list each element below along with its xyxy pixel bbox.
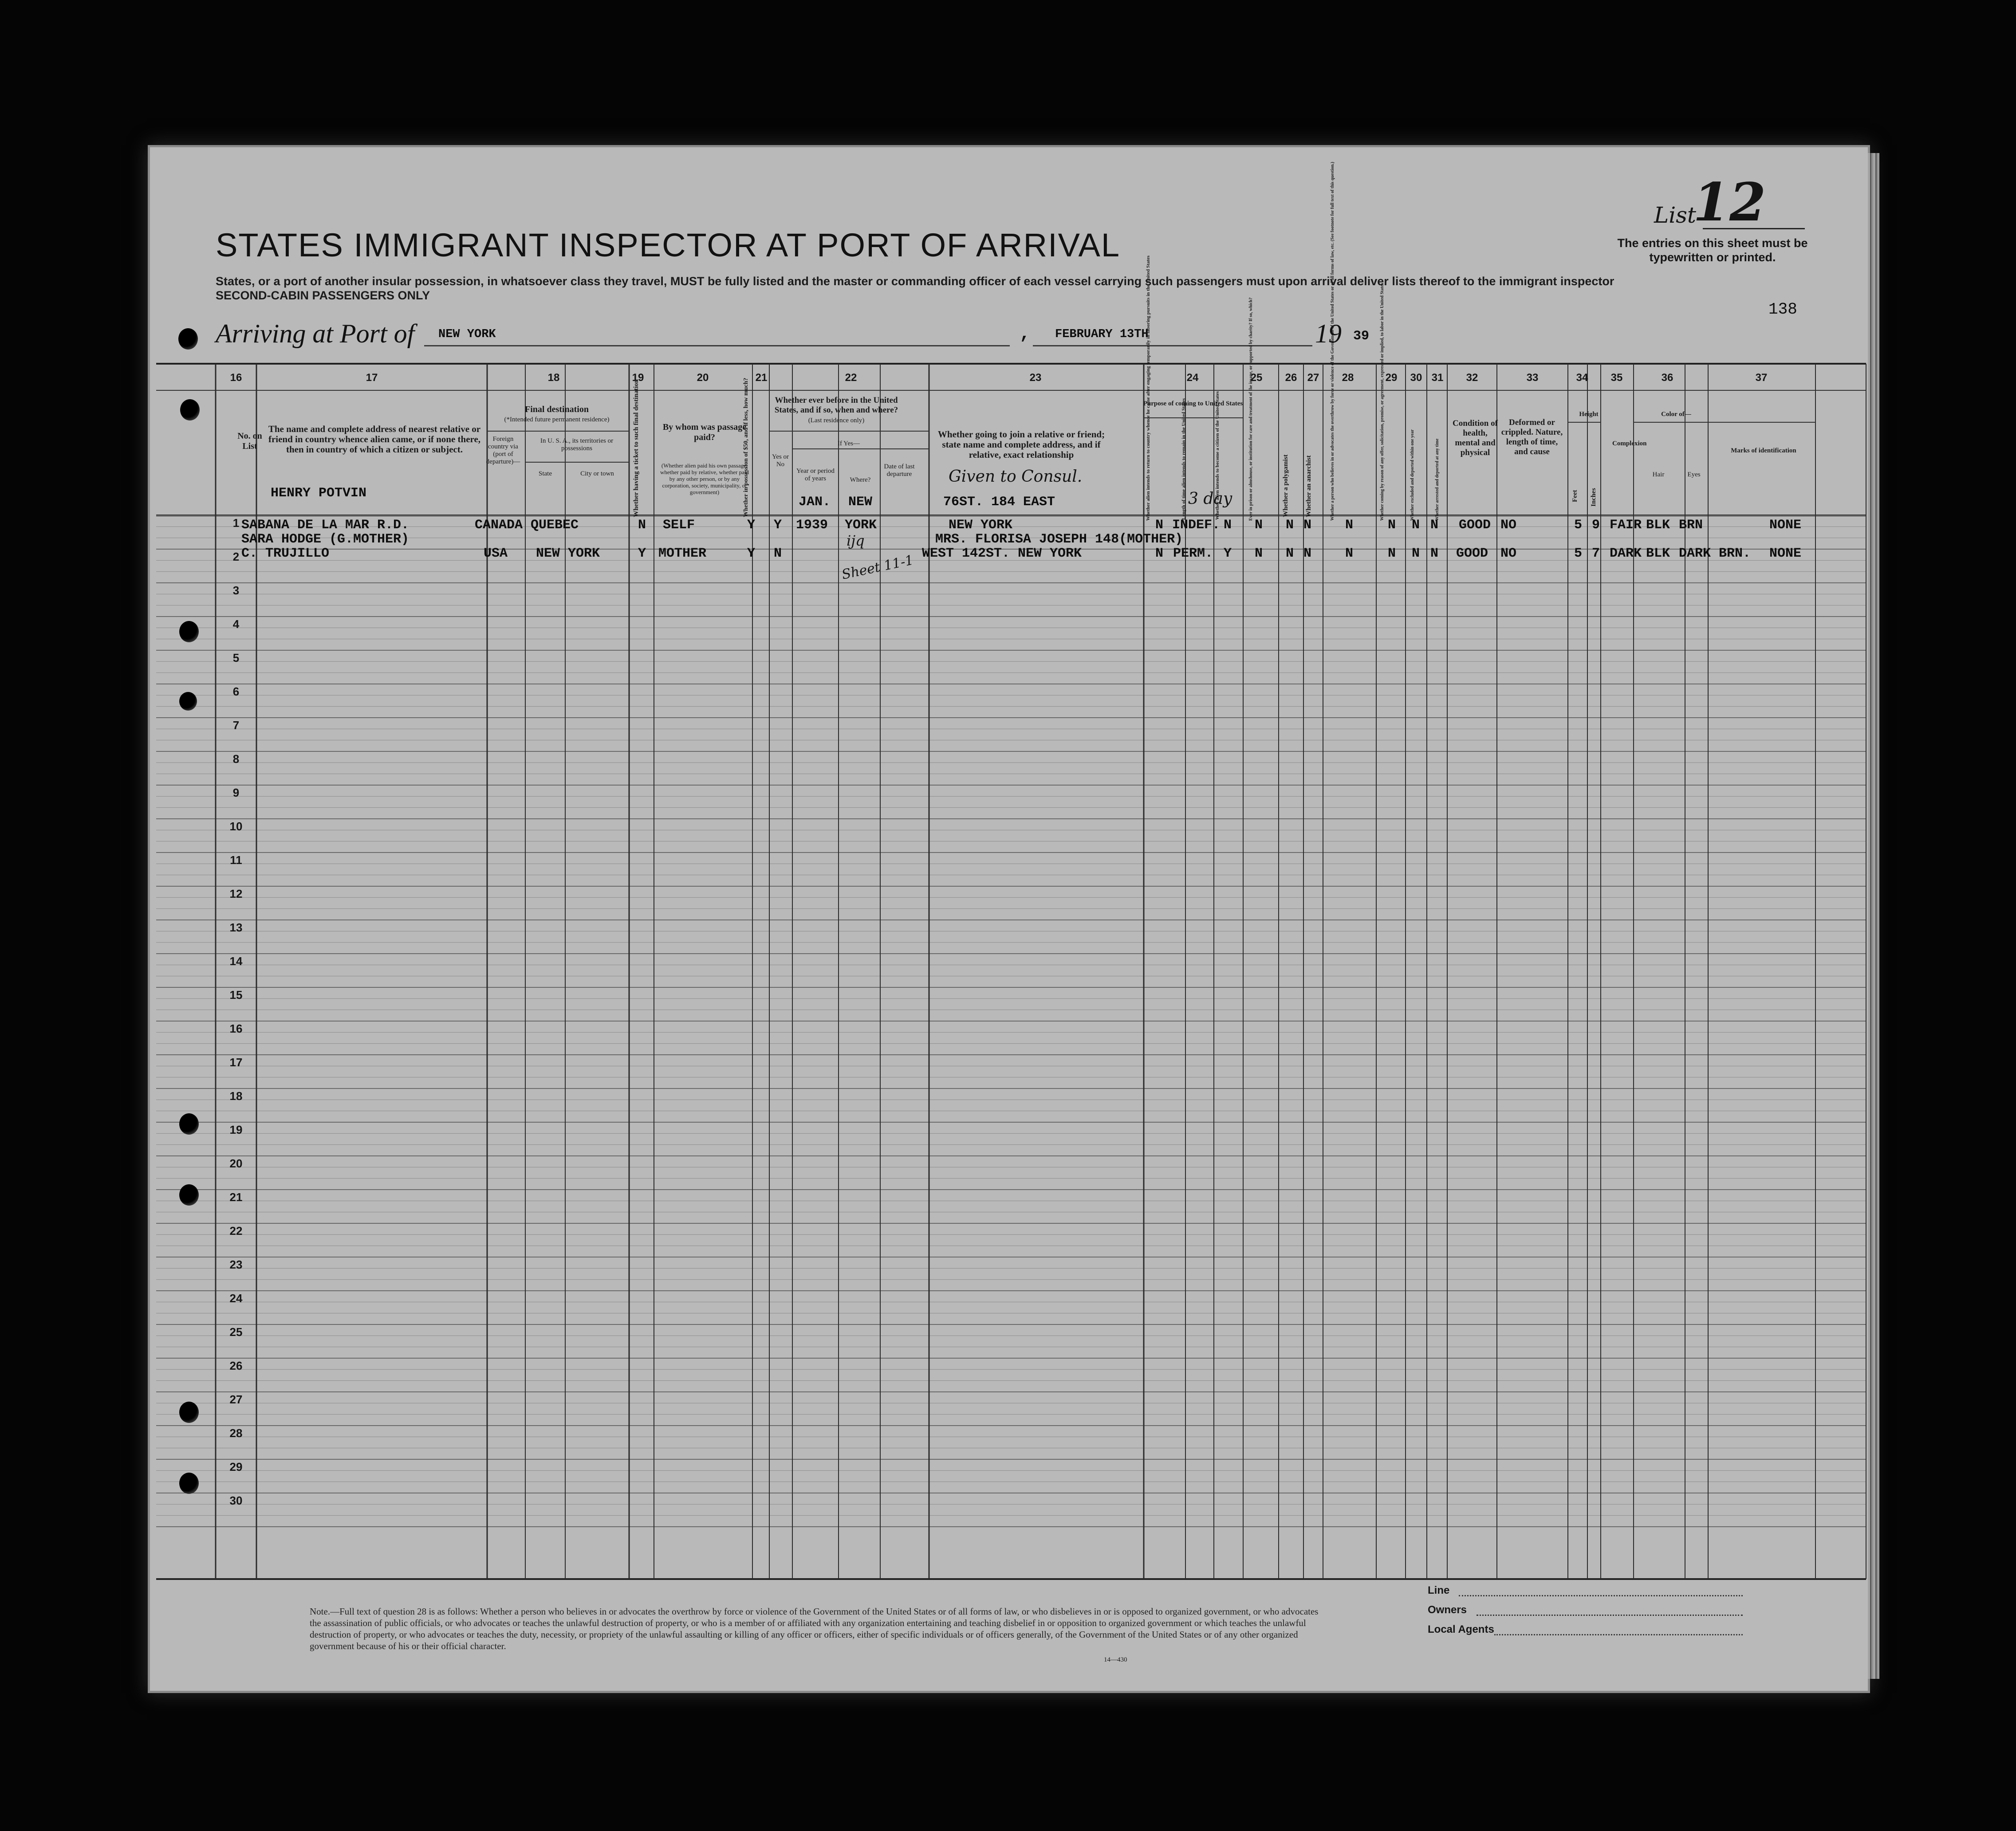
- column-number: 32: [1466, 372, 1478, 384]
- header-inches: Inches: [1590, 488, 1597, 507]
- header-ever-before: Whether ever before in the United States, and if so, when and where?: [774, 396, 898, 415]
- year-suffix: 39: [1353, 329, 1370, 344]
- line-number: 16: [229, 1022, 243, 1035]
- line-number: 2: [232, 550, 240, 563]
- entry1-condition: GOOD: [1459, 518, 1491, 533]
- entry2-foreign-country: USA: [484, 546, 508, 561]
- line-number: 8: [232, 752, 240, 766]
- entry2-eyes: DARK BRN.: [1679, 546, 1751, 561]
- entry1-possession-50: Y: [747, 518, 756, 533]
- line-number: 25: [229, 1325, 243, 1339]
- entry1-relative-name: HENRY POTVIN: [271, 486, 367, 501]
- line-number: 11: [230, 853, 242, 867]
- column-number: 23: [1029, 372, 1042, 384]
- header-passage: By whom was passage paid?: [662, 422, 747, 442]
- entry2-city: YORK: [568, 546, 600, 561]
- header-purpose-a: Whether alien intends to return to country whence he came after engaging temporarily in laboring pursuits in the United States: [1146, 255, 1151, 521]
- column-number: 37: [1755, 372, 1768, 384]
- column-number: 27: [1307, 372, 1319, 384]
- entry2-c29: N: [1388, 546, 1396, 561]
- binder-hole: [178, 328, 198, 350]
- column-number: 26: [1285, 372, 1297, 384]
- line-number: 9: [232, 786, 240, 799]
- binder-hole: [179, 692, 197, 711]
- line-number: 19: [229, 1123, 243, 1136]
- header-purpose: Purpose of coming to United States: [1143, 400, 1243, 407]
- instructions-line1: States, or a port of another insular possession, in whatsoever class they travel, MUST be fully listed and the master or commanding officer of each vessel carrying such passengers must upon arrival deliver lists thereof to the immigrant inspector: [216, 275, 1614, 288]
- header-yes-no: Yes or No: [772, 453, 789, 468]
- entry2-purpose-b: PERM.: [1173, 546, 1213, 561]
- line-number: 26: [229, 1359, 243, 1372]
- entry1-c30: N: [1412, 518, 1420, 533]
- line-number: 5: [232, 651, 240, 664]
- column-number: 30: [1410, 372, 1422, 384]
- column-number: 29: [1385, 372, 1398, 384]
- header-final-destination-note: (*Intended future permanent residence): [504, 416, 610, 423]
- entry2-hand-note-1: ijq: [847, 532, 865, 549]
- header-polygamist: Whether a polygamist: [1282, 454, 1289, 517]
- header-in-usa: In U. S. A., its territories or possessions: [540, 437, 614, 452]
- line-number: 17: [229, 1056, 243, 1069]
- header-final-destination: Final destination: [525, 405, 589, 414]
- entry2-relative-name: SARA HODGE (G.MOTHER): [241, 532, 410, 547]
- header-col31: Whether arrested and deported at any time: [1435, 438, 1440, 521]
- header-ever-before-note: (Last residence only): [808, 417, 865, 424]
- header-where: Where?: [850, 476, 871, 483]
- entry1-c29: N: [1388, 518, 1396, 533]
- line-number: 7: [232, 719, 240, 732]
- header-marks: Marks of identification: [1731, 447, 1796, 454]
- entry2-hair: BLK: [1646, 546, 1670, 561]
- entry1-feet: 5: [1574, 518, 1583, 533]
- entry1-relative-address: SABANA DE LA MAR R.D.: [241, 518, 410, 533]
- entry1-state: QUEBEC: [531, 518, 579, 533]
- header-deformed: Deformed or crippled. Nature, length of time, and cause: [1501, 418, 1563, 456]
- entry2-passage: MOTHER: [658, 546, 707, 561]
- line-number: 21: [229, 1191, 243, 1204]
- line-number: 4: [232, 617, 240, 631]
- instructions-line2: SECOND-CABIN PASSENGERS ONLY: [216, 289, 430, 302]
- header-eyes: Eyes: [1687, 471, 1701, 478]
- line-number: 20: [229, 1157, 243, 1170]
- entry1-purpose-a: N: [1155, 518, 1164, 533]
- line-number: 15: [229, 988, 243, 1002]
- entry2-deformed: NO: [1500, 546, 1517, 561]
- entry2-possession-50: Y: [747, 546, 756, 561]
- header-complexion: Complexion: [1612, 440, 1647, 447]
- footer-line-label: Line: [1428, 1584, 1450, 1596]
- entry1-year: 1939: [796, 518, 828, 533]
- header-hair: Hair: [1652, 471, 1665, 478]
- entry1-join-address: 76ST. 184 EAST: [943, 495, 1055, 510]
- header-ticket: Whether having a ticket to such final destination: [633, 379, 640, 517]
- column-number: 25: [1250, 372, 1263, 384]
- binder-hole: [179, 1473, 199, 1494]
- entry1-complexion: FAIR: [1610, 518, 1642, 533]
- form-number: 14—430: [1104, 1656, 1127, 1663]
- header-date-departure: Date of last departure: [884, 463, 915, 478]
- entry2-c27: N: [1303, 546, 1312, 561]
- list-number: 12: [1693, 171, 1766, 233]
- entry1-hair: BLK: [1646, 518, 1670, 533]
- entry2-purpose-c: Y: [1224, 546, 1232, 561]
- entry1-inches: 9: [1592, 518, 1600, 533]
- port-value: NEW YORK: [438, 328, 496, 341]
- page-number: 138: [1768, 300, 1797, 318]
- header-if-yes: If Yes—: [837, 440, 860, 447]
- binder-hole: [179, 1402, 199, 1423]
- footnote: Note.—Full text of question 28 is as follows: Whether a person who believes in or advocates the overthrow by force or violence of the Government of the United States or of all forms of law, or who disbelieves in or is opposed to organized government, or who advocates the assassination of public officials, or who advocates or teaches the unlawful destruction of property, or who is a member of or affiliated with any organization entertaining and teaching disbelief in or opposition to organized government or which teaches the unlawful destruction of property, or who advocates or teaches the duty, necessity, or propriety of the unlawful assaulting or killing of any officer or officers, either of specific individuals or of officers generally, of the Government of the United States or of any other organized government because of his or their official character.: [310, 1606, 1319, 1651]
- entry1-c28: N: [1345, 518, 1354, 533]
- column-number: 31: [1431, 372, 1444, 384]
- line-number: 13: [229, 921, 243, 934]
- header-year-period: Year or period of years: [796, 468, 835, 482]
- column-number: 17: [366, 372, 378, 384]
- entry1-c31: N: [1430, 518, 1439, 533]
- column-number: 33: [1526, 372, 1539, 384]
- manifest-sheet: [150, 147, 1868, 1691]
- entry2-c31: N: [1430, 546, 1439, 561]
- column-number: 16: [230, 372, 242, 384]
- entry2-state: NEW: [536, 546, 560, 561]
- header-no-on-list: No. on List: [237, 431, 262, 451]
- port-comma: ,: [1020, 324, 1031, 344]
- line-number: 14: [229, 955, 243, 968]
- line-number: 3: [232, 584, 240, 597]
- line-number: 22: [229, 1224, 243, 1238]
- header-join-relative: Whether going to join a relative or friend; state name and complete address, and if relative, exact relationship: [937, 429, 1105, 460]
- date-value: FEBRUARY 13TH: [1055, 328, 1149, 341]
- entry1-where-top: NEW: [848, 495, 873, 510]
- entry2-relative-address: C. TRUJILLO: [241, 546, 330, 561]
- column-number: 28: [1342, 372, 1354, 384]
- entry1-where: YORK: [845, 518, 877, 533]
- footer-owners-rule: [1477, 1615, 1743, 1616]
- header-relative: The name and complete address of nearest relative or friend in country whence alien came, or if none there, then in country of which a citizen or subject.: [268, 424, 481, 455]
- entry1-join-note: Given to Consul.: [949, 468, 1083, 486]
- header-col30: Whether excluded and deported within one year: [1410, 429, 1415, 521]
- line-number: 30: [229, 1494, 243, 1507]
- entry1-c26: N: [1286, 518, 1294, 533]
- binder-hole: [179, 621, 199, 642]
- footer-agents-label: Local Agents: [1428, 1623, 1494, 1635]
- binder-hole: [179, 1184, 199, 1206]
- entry2-inches: 7: [1592, 546, 1600, 561]
- entry1-ticket: N: [638, 518, 646, 533]
- entry1-ever-before: Y: [774, 518, 782, 533]
- header-anarchist: Whether an anarchist: [1305, 455, 1312, 517]
- header-color-of: Color of—: [1661, 411, 1691, 418]
- entry1-deformed: NO: [1500, 518, 1517, 533]
- footer-line-rule: [1459, 1595, 1743, 1596]
- entry2-ever-before: N: [774, 546, 782, 561]
- entry2-join-address: WEST 142ST. NEW YORK: [922, 546, 1082, 561]
- arriving-label: Arriving at Port of: [216, 319, 415, 348]
- line-number: 18: [229, 1089, 243, 1103]
- header-col28: Whether a person who believes in or advocates the overthrow by force or violence of the Government of the United States or of all forms of law, etc. (See footnote for full text of this question.): [1330, 161, 1335, 521]
- binder-hole: [180, 399, 200, 420]
- entry2-c30: N: [1412, 546, 1420, 561]
- entry2-feet: 5: [1574, 546, 1583, 561]
- entry1-passage: SELF: [663, 518, 695, 533]
- year-prefix: 19: [1315, 319, 1342, 348]
- entry2-purpose-a: N: [1155, 546, 1164, 561]
- column-number: 18: [547, 372, 560, 384]
- column-number: 36: [1661, 372, 1673, 384]
- entry2-marks: NONE: [1769, 546, 1802, 561]
- table-grid: [150, 147, 1868, 1691]
- header-prison: Ever in prison or almshouse, or institution for care and treatment of the insane, or supported by charity? If so, which?: [1248, 297, 1253, 521]
- line-number: 12: [229, 887, 243, 900]
- entry1-purpose-note: 3 day: [1188, 490, 1232, 508]
- list-label: List: [1654, 202, 1696, 228]
- entry1-year-top: JAN.: [799, 495, 831, 510]
- entry1-purpose-b: INDEF.: [1172, 518, 1221, 533]
- column-number: 20: [697, 372, 709, 384]
- entry1-c25: N: [1255, 518, 1263, 533]
- entry2-join-name: MRS. FLORISA JOSEPH 148(MOTHER): [935, 532, 1183, 547]
- entry2-c25: N: [1255, 546, 1263, 561]
- line-number: 27: [229, 1393, 243, 1406]
- header-passage-note: (Whether alien paid his own passage, whether paid by relative, whether paid by any other person, or by any corporation, society, municipality, or government): [660, 462, 749, 495]
- header-possession-50: Whether in possession of $50, and if less, how much?: [743, 377, 749, 517]
- entry1-marks: NONE: [1769, 518, 1802, 533]
- binder-hole: [179, 1113, 199, 1135]
- header-state: State: [539, 470, 552, 477]
- line-number: 6: [232, 685, 240, 698]
- entry2-c28: N: [1345, 546, 1354, 561]
- entry2-c26: N: [1286, 546, 1294, 561]
- line-number: 29: [229, 1460, 243, 1473]
- line-number: 1: [232, 516, 240, 530]
- column-number: 24: [1186, 372, 1199, 384]
- line-number: 10: [229, 820, 243, 833]
- entry1-foreign-country: CANADA: [475, 518, 523, 533]
- header-col29: Whether coming by reason of any offer, solicitation, promise, or agreement, expressed or implied, to labor in the United States: [1380, 283, 1385, 521]
- header-condition: Condition of health, mental and physical: [1453, 419, 1498, 457]
- entry2-complexion: DARK: [1610, 546, 1642, 561]
- sheet-edge: [1868, 153, 1879, 1679]
- footer-owners-label: Owners: [1428, 1604, 1467, 1616]
- page-title: STATES IMMIGRANT INSPECTOR AT PORT OF ARRIVAL: [216, 227, 1121, 263]
- header-purpose-b: Length of time alien intends to remain in the United States: [1181, 398, 1186, 520]
- column-number: 34: [1576, 372, 1588, 384]
- footer-agents-rule: [1494, 1634, 1743, 1635]
- entry2-ticket: Y: [638, 546, 646, 561]
- header-city: City or town: [580, 470, 614, 477]
- header-height: Height: [1579, 411, 1599, 418]
- entry1-eyes: BRN: [1679, 518, 1703, 533]
- header-foreign-country: Foreign country via (port of departure)—: [486, 436, 520, 465]
- column-number: 19: [632, 372, 644, 384]
- line-number: 24: [229, 1292, 243, 1305]
- entry1-purpose-c: N: [1224, 518, 1232, 533]
- column-number: 22: [845, 372, 857, 384]
- line-number: 28: [229, 1426, 243, 1440]
- header-purpose-c: Whether alien intends to become a citizen of the United States: [1215, 391, 1220, 520]
- entry1-c27: N: [1303, 518, 1312, 533]
- header-feet: Feet: [1571, 490, 1579, 502]
- line-number: 23: [229, 1258, 243, 1271]
- column-number: 35: [1610, 372, 1623, 384]
- column-number: 21: [755, 372, 768, 384]
- sheet-note: The entries on this sheet must be typewritten or printed.: [1617, 236, 1808, 264]
- entry1-join-city: NEW YORK: [949, 518, 1013, 533]
- entry2-condition: GOOD: [1456, 546, 1488, 561]
- entry2-hand-note-2: Sheet 11-1: [840, 552, 915, 583]
